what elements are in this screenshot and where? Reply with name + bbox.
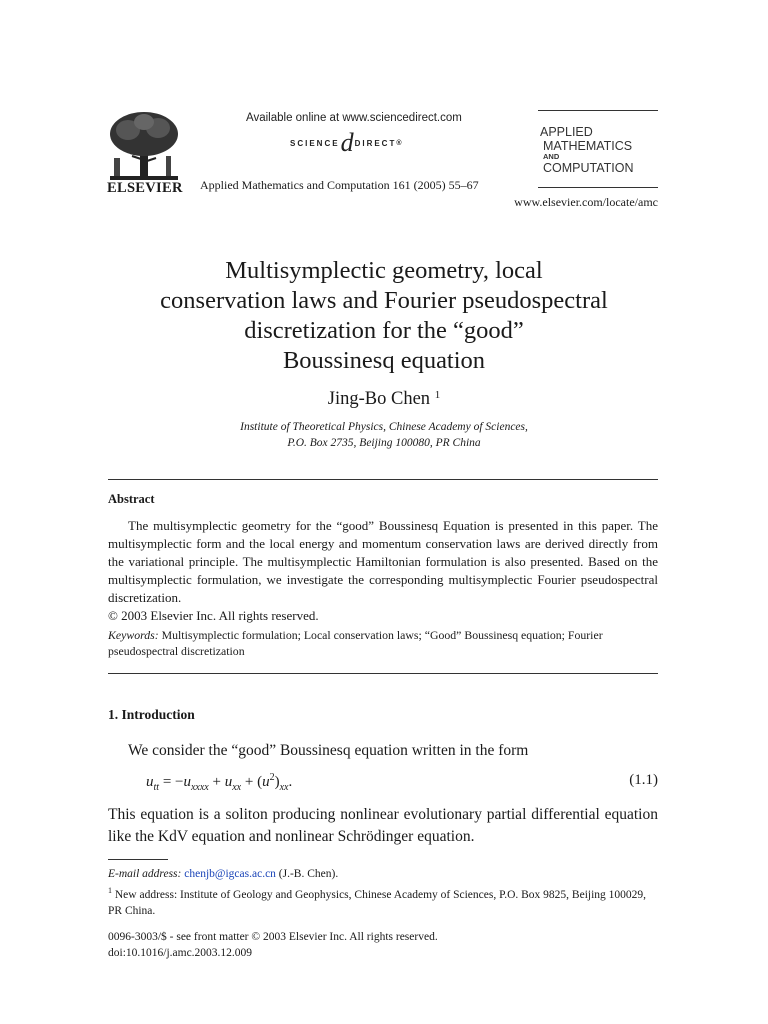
affiliation-line: P.O. Box 2735, Beijing 100080, PR China <box>287 437 481 449</box>
title-line: Multisymplectic geometry, local <box>225 257 543 284</box>
sciencedirect-at-icon: d <box>340 128 354 157</box>
footnote-rule <box>108 859 168 860</box>
issn-line: 0096-3003/$ - see front matter © 2003 Elsevier Inc. All rights reserved. <box>108 931 438 943</box>
abstract-rule-bottom <box>108 673 658 674</box>
email-label: E-mail address: <box>108 868 182 880</box>
article-title <box>100 256 668 376</box>
journal-logo-line-1: APPLIED <box>540 125 593 139</box>
author-line <box>100 389 668 410</box>
email-link[interactable]: chenjb@igcas.ac.cn <box>184 868 276 880</box>
journal-logo-rule-top <box>538 110 658 111</box>
available-online-text[interactable]: Available online at www.sciencedirect.com <box>246 112 462 124</box>
footnote-1-text: New address: Institute of Geology and Geophysics, Chinese Academy of Sciences, P.O. Box 9825, Beijing 100029, PR China. <box>108 888 647 917</box>
affiliation-line: Institute of Theoretical Physics, Chinese Academy of Sciences, <box>240 421 528 433</box>
title-line: discretization for the “good” <box>244 317 524 344</box>
keywords <box>108 627 658 659</box>
abstract-rule-top <box>108 479 658 480</box>
email-footnote <box>108 866 658 882</box>
affiliation <box>100 419 668 451</box>
sciencedirect-logo[interactable] <box>290 128 404 157</box>
title-line: conservation laws and Fourier pseudospectral <box>160 287 608 314</box>
abstract-text: The multisymplectic geometry for the “good” Boussinesq Equation is presented in this paper. The multisymplectic form and the local energy and momentum conservation laws are derived directly from the variational principle. The multisymplectic Hamiltonian formulation is also presented. Based on the multisymplectic formulation, we investigate the corresponding multisymplectic Fourier pseudospectral discretization. <box>108 518 658 605</box>
registered-mark: ® <box>396 139 404 147</box>
keywords-list: Multisymplectic formulation; Local conservation laws; “Good” Boussinesq equation; Fourier pseudospectral discretization <box>108 628 603 658</box>
abstract-heading: Abstract <box>108 492 155 506</box>
sciencedirect-left: SCIENCE <box>290 138 340 148</box>
journal-logo <box>540 125 634 175</box>
doi-line[interactable]: doi:10.1016/j.amc.2003.12.009 <box>108 947 253 959</box>
journal-logo-line-2: MATHEMATICS <box>543 139 633 153</box>
email-suffix: (J.-B. Chen). <box>278 868 339 880</box>
footnote-1 <box>108 883 658 919</box>
journal-logo-rule-bottom <box>538 187 658 188</box>
journal-logo-line-3: AND <box>543 152 560 161</box>
journal-logo-line-4: COMPUTATION <box>543 161 634 175</box>
title-line: Boussinesq equation <box>282 347 486 374</box>
equation-number: (1.1) <box>629 772 658 788</box>
elsevier-tree-logo <box>106 110 182 182</box>
keywords-label: Keywords: <box>108 628 159 642</box>
front-matter <box>108 929 438 961</box>
publisher-name: ELSEVIER <box>107 180 183 196</box>
abstract-body <box>108 517 658 625</box>
sciencedirect-right: DIRECT <box>354 138 397 148</box>
intro-sentence: We consider the “good” Boussinesq equation written in the form <box>128 742 529 759</box>
section-heading: 1. Introduction <box>108 707 195 722</box>
author-footnote-mark[interactable]: 1 <box>434 389 441 401</box>
journal-url-link[interactable]: www.elsevier.com/locate/amc <box>514 195 658 209</box>
footnote-1-mark: 1 <box>108 886 112 895</box>
equation-1-1: $u_{tt} = -u_{xxxx} + u_{xx} + (u^2)_{xx}$. <box>146 772 293 793</box>
intro-paragraph: This equation is a soliton producing nonlinear evolutionary partial differential equation like the KdV equation and nonlinear Schrödinger equation. <box>108 806 658 845</box>
author-name[interactable]: Jing-Bo Chen <box>327 389 431 409</box>
journal-citation: Applied Mathematics and Computation 161 (2005) 55–67 <box>200 178 479 192</box>
abstract-copyright: © 2003 Elsevier Inc. All rights reserved. <box>108 608 319 623</box>
